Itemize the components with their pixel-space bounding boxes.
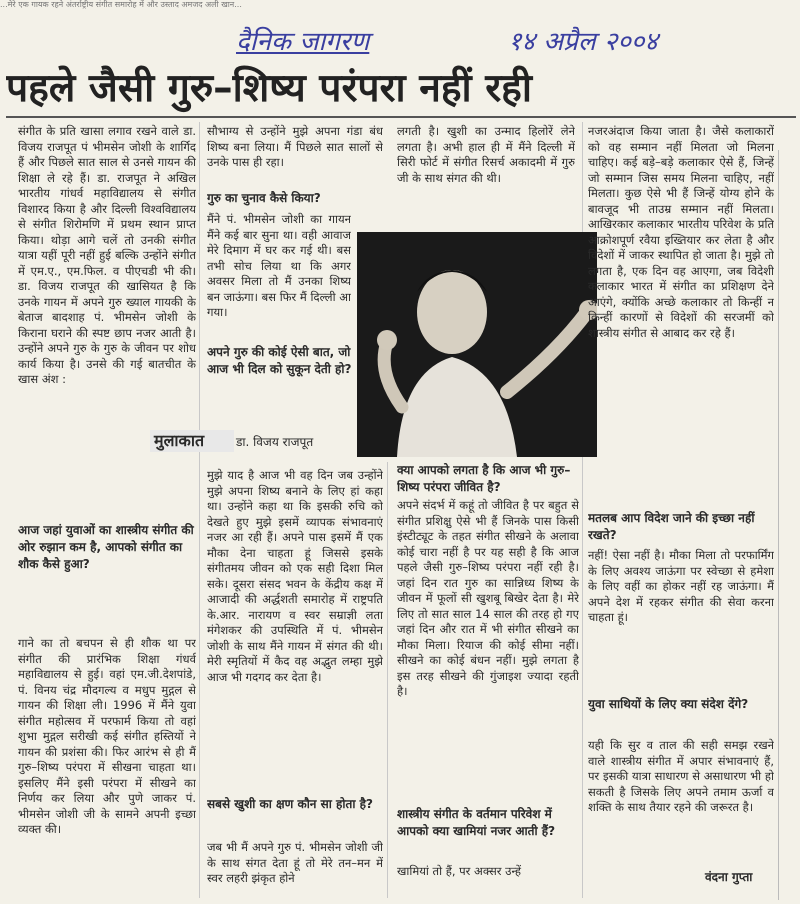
column-divider: [199, 122, 200, 898]
answer-6: खामियां तो हैं, पर अक्सर उन्हें: [397, 864, 522, 878]
answer-text: लगती है। खुशी का उन्माद हिलोरें लेने लगता है। अभी हाल ही में मैंने दिल्ली में सिरी फोर्ट में संगीत रिसर्च अकादमी में गुरु जी के साथ संगत की थी।: [397, 124, 575, 185]
answer-3: मुझे याद है आज भी वह दिन जब उन्होंने मुझे अपना शिष्य बनाने के लिए हां कहा था। उन्होंने कहा था कि इसकी रुचि को देखते हुए मुझे इसमें व्यापक संभावनाएं नजर आ रही हैं। अपने पास इसमें मैं एक मौका देना चाहता हूं जिससे इसके संगीतमय जीवन को एक सही दिशा मिल सके। दूसरा संसद भवन के केंद्रीय कक्ष में आजादी की अर्द्धशती समारोह में राष्ट्रपति के.आर. नारायण व स्वर सम्राज्ञी लता मंगेशकर की उपस्थिति में पं. भीमसेन जोशी के साथ मैंने गायन में संगत की थी। मेरी स्मृतियों में कैद वह अद्भुत लम्हा मुझे आज भी गदगद कर देता है।: [207, 468, 383, 684]
answer-7: नहीं! ऐसा नहीं है। मौका मिला तो परफार्मिंग के लिए अवश्य जाऊंगा पर स्वेच्छा से हमेशा के लिए वहीं का होकर नहीं रह जाऊंगा। मैं अपने देश में रहकर संगीत की सेवा करना चाहता हूं।: [588, 548, 774, 624]
headline: पहले जैसी गुरु–शिष्य परंपरा नहीं रही: [6, 66, 532, 111]
intro-paragraph: संगीत के प्रति खासा लगाव रखने वाले डा. विजय राजपूत पं भीमसेन जोशी के शार्गिद हैं और पिछले सात साल से उनसे गायन की शिक्षा ले रहे हैं। डा. राजपूत ने अखिल भारतीय गांधर्व महाविद्यालय से संगीत विशारद किया है और दिल्ली विश्वविद्यालय से संगीत शिरोमणि में प्रथम स्थान प्राप्त किया। थोड़ा आगे चलें तो उनकी संगीत यात्रा यहीं पूरी नहीं हुई बल्कि उन्होंने संगीत में एम.ए., एम.फिल. व पीएचडी भी की। डा. विजय राजपूत की खासियत है कि उनके गायन में अपने गुरु ख्याल गायकी के बेताज बादशाह पं. भीमसेन जोशी के किराना घराने की स्पष्ट छाप नजर आती है। उन्होंने अपने गुरु के गुरु के जीवन पर शोध कार्य किया है। उनसे की गई बातचीत के खास अंश :: [18, 124, 196, 386]
answer-5: अपने संदर्भ में कहूं तो जीवित है पर बहुत से संगीत प्रशिक्षु ऐसे भी हैं जिनके पास किसी इंस्टीट्यूट के तहत संगीत सीखने के अलावा कोई चारा नहीं है पर यह सही है कि आज पहले जैसी गुरु–शिष्य परंपरा नहीं रही है। जहां दिन रात गुरु का सान्निध्य शिष्य के जीवन में फूलों सी खुशबू बिखेर देता है। मेरे लिए तो सात साल 14 साल की तरह हो गए जहां दिन और रात में भी संगीत सीखने का मौका मिला। रियाज की कोई सीमा नहीं। सीखने का कोई बंधन नहीं। मुझे लगता है इस तरह सीखने की गुंजाइश ज्यादा रहती है।: [397, 498, 579, 698]
byline-name: डा. विजय राजपूत: [236, 435, 314, 449]
headline-rule: [6, 116, 796, 118]
answer-1: गाने का तो बचपन से ही शौक था पर संगीत की प्रारंभिक शिक्षा गंधर्व महाविद्यालय से हुई। वहां एम.जी.देशपांडे, पं. विनय चंद्र मौदगल्य व मधुप मुद्गल से गायन की शिक्षा ली। 1996 में मैंने युवा संगीत महोत्सव में परफार्म किया तो वहां शुभा मुद्गल सरीखी कई संगीत हस्तियों ने गायन की प्रशंसा की। फिर आरंभ से ही मैं गुरु–शिष्य परंपरा में सीखना चाहता था। इसलिए मैंने इसी परंपरा में सीखने का निर्णय कर लिया और पुणे जाकर पं. भीमसेन जोशी जी के सामने अपनी इच्छा व्यक्त की।: [18, 636, 196, 836]
question-8: युवा साथियों के लिए क्या संदेश देंगे?: [588, 697, 749, 711]
handwritten-date: १४ अप्रैल २००४: [508, 27, 658, 57]
column-divider: [387, 462, 388, 898]
portrait-photo: [357, 232, 597, 457]
question-7: मतलब आप विदेश जाने की इच्छा नहीं रखते?: [588, 511, 755, 542]
answer-2: मैंने पं. भीमसेन जोशी का गायन मैंने कई बार सुना था। वही आवाज मेरे दिमाग में घर कर गई थी। बस तभी सोच लिया था कि अगर अवसर मिला तो मैं उनका शिष्य बन जाऊंगा। बस फिर मैं दिल्ली आ गया।: [207, 212, 351, 319]
answer-8: यही कि सुर व ताल की सही समझ रखने वाले शास्त्रीय संगीत में अपार संभावनाएं हैं, पर इसकी यात्रा साधारण से असाधारण भी हो सकती है जिसके लिए अपने तमाम ऊर्जा व शक्ति के साथ तैयार रहने की जरूरत है।: [588, 738, 774, 814]
answer-text: सौभाग्य से उन्होंने मुझे अपना गंडा बंध शिष्य बना लिया। मैं पिछले सात सालों से उनके पास ही रहा।: [207, 124, 383, 169]
question-5: क्या आपको लगता है कि आज भी गुरु–शिष्य परंपरा जीवित है?: [397, 463, 571, 494]
adjacent-column-edge: [778, 150, 800, 900]
answer-4: जब भी मैं अपने गुरु पं. भीमसेन जोशी जी के साथ संगत देता हूं तो मेरे तन–मन में स्वर लहरी झंकृत होने: [207, 840, 383, 885]
answer-text: नजरअंदाज किया जाता है। जैसे कलाकारों को वह सम्मान नहीं मिलता जो मिलना चाहिए। कई बड़े–बड़े कलाकार ऐसे हैं, जिन्हें जो सम्मान जिस समय मिलना चाहिए, नहीं मिलता। कुछ ऐसे भी हैं जिन्हें योग्य होने के बावजूद भी ताउम्र सम्मान नहीं मिलता। आखिरकार कलाकार भारतीय परिवेश के प्रति आक्रोशपूर्ण रवैया इख्तियार कर लेता है और विदेशों में जाकर स्थापित हो जाता है। मुझे तो लगता है, एक दिन वह आएगा, जब विदेशी कलाकार भारत में संगीत का प्रशिक्षण देने आएंगे, क्योंकि अच्छे कलाकार तो किन्हीं न किन्हीं कारणों से विदेशों की सरजमीं को शास्त्रीय संगीत से आबाद कर रहे हैं।: [588, 124, 774, 340]
signature: वंदना गुप्ता: [705, 870, 753, 884]
top-edge-text: ...मेरे एक गायक रहने अंतर्राष्ट्रीय संगीत समारोह में और उस्ताद अमजद अली खान...: [0, 0, 242, 9]
question-2: गुरु का चुनाव कैसे किया?: [207, 191, 321, 205]
question-1: आज जहां युवाओं का शास्त्रीय संगीत की ओर रुझान कम है, आपको संगीत का शौक कैसे हुआ?: [18, 523, 194, 571]
handwritten-paper-name: दैनिक जागरण: [236, 27, 370, 57]
question-4: सबसे खुशी का क्षण कौन सा होता है?: [207, 797, 373, 811]
question-3: अपने गुरु की कोई ऐसी बात, जो आज भी दिल को सुकून देती हो?: [207, 345, 352, 376]
question-6: शास्त्रीय संगीत के वर्तमान परिवेश में आपको क्या खामियां नजर आती हैं?: [397, 807, 556, 838]
byline-label: मुलाकात: [150, 430, 234, 452]
